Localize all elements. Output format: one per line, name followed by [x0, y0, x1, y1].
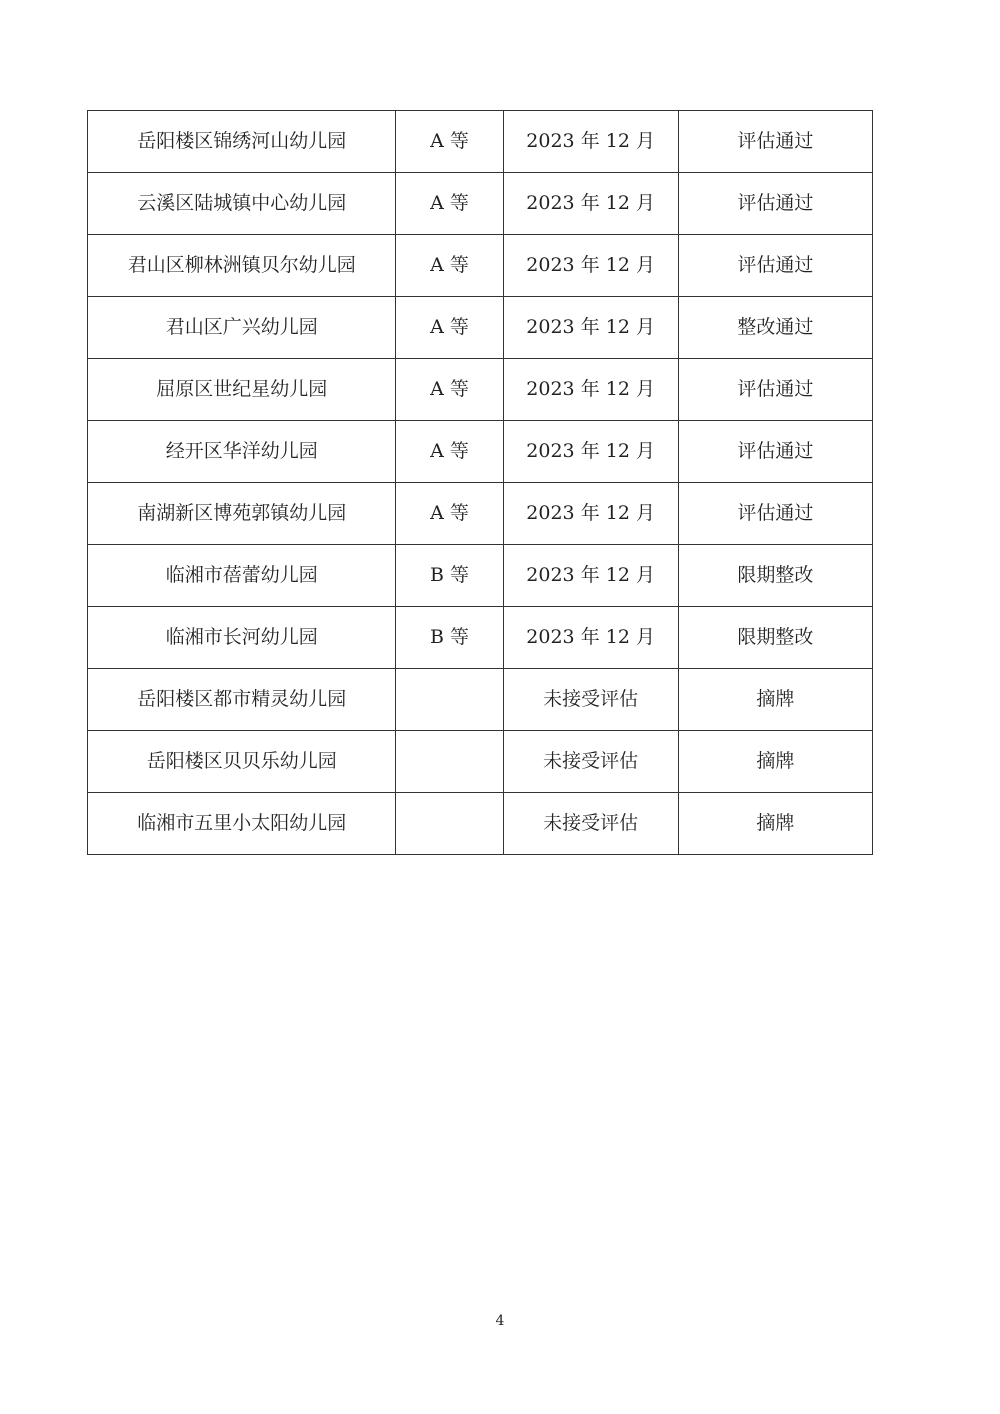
table-row — [88, 173, 873, 235]
grade-cell: A 等 — [396, 111, 503, 173]
result-cell: 评估通过 — [678, 421, 872, 483]
table-row — [88, 793, 873, 855]
grade-cell — [396, 669, 503, 731]
kindergarten-name-cell: 临湘市蓓蕾幼儿园 — [88, 545, 396, 607]
date-cell: 2023 年 12 月 — [503, 111, 678, 173]
table-row — [88, 111, 873, 173]
result-cell: 评估通过 — [678, 235, 872, 297]
date-cell: 未接受评估 — [503, 731, 678, 793]
date-cell: 2023 年 12 月 — [503, 545, 678, 607]
table-row — [88, 421, 873, 483]
kindergarten-name-cell: 屈原区世纪星幼儿园 — [88, 359, 396, 421]
result-cell: 评估通过 — [678, 173, 872, 235]
grade-cell: B 等 — [396, 545, 503, 607]
kindergarten-name-cell: 临湘市五里小太阳幼儿园 — [88, 793, 396, 855]
kindergarten-name-cell: 云溪区陆城镇中心幼儿园 — [88, 173, 396, 235]
grade-cell: B 等 — [396, 607, 503, 669]
table-row — [88, 359, 873, 421]
date-cell: 2023 年 12 月 — [503, 297, 678, 359]
table-row — [88, 483, 873, 545]
date-cell: 2023 年 12 月 — [503, 421, 678, 483]
grade-cell: A 等 — [396, 297, 503, 359]
result-cell: 摘牌 — [678, 793, 872, 855]
result-cell: 评估通过 — [678, 111, 872, 173]
grade-cell: A 等 — [396, 235, 503, 297]
table-row — [88, 235, 873, 297]
table-row — [88, 545, 873, 607]
date-cell: 未接受评估 — [503, 793, 678, 855]
table-row — [88, 731, 873, 793]
grade-cell — [396, 793, 503, 855]
date-cell: 未接受评估 — [503, 669, 678, 731]
kindergarten-name-cell: 君山区广兴幼儿园 — [88, 297, 396, 359]
kindergarten-name-cell: 君山区柳林洲镇贝尔幼儿园 — [88, 235, 396, 297]
kindergarten-name-cell: 岳阳楼区贝贝乐幼儿园 — [88, 731, 396, 793]
date-cell: 2023 年 12 月 — [503, 235, 678, 297]
result-cell: 限期整改 — [678, 545, 872, 607]
grade-cell — [396, 731, 503, 793]
grade-cell: A 等 — [396, 359, 503, 421]
grade-cell: A 等 — [396, 483, 503, 545]
table-row — [88, 297, 873, 359]
kindergarten-name-cell: 临湘市长河幼儿园 — [88, 607, 396, 669]
result-cell: 评估通过 — [678, 483, 872, 545]
result-cell: 摘牌 — [678, 731, 872, 793]
kindergarten-name-cell: 岳阳楼区锦绣河山幼儿园 — [88, 111, 396, 173]
result-cell: 整改通过 — [678, 297, 872, 359]
kindergarten-name-cell: 岳阳楼区都市精灵幼儿园 — [88, 669, 396, 731]
date-cell: 2023 年 12 月 — [503, 359, 678, 421]
date-cell: 2023 年 12 月 — [503, 173, 678, 235]
date-cell: 2023 年 12 月 — [503, 483, 678, 545]
table-row — [88, 669, 873, 731]
page-number: 4 — [495, 1313, 505, 1329]
kindergarten-rating-table — [87, 110, 873, 855]
table-row — [88, 607, 873, 669]
kindergarten-name-cell: 南湖新区博苑郭镇幼儿园 — [88, 483, 396, 545]
result-cell: 限期整改 — [678, 607, 872, 669]
grade-cell: A 等 — [396, 173, 503, 235]
date-cell: 2023 年 12 月 — [503, 607, 678, 669]
result-cell: 摘牌 — [678, 669, 872, 731]
kindergarten-name-cell: 经开区华洋幼儿园 — [88, 421, 396, 483]
result-cell: 评估通过 — [678, 359, 872, 421]
grade-cell: A 等 — [396, 421, 503, 483]
